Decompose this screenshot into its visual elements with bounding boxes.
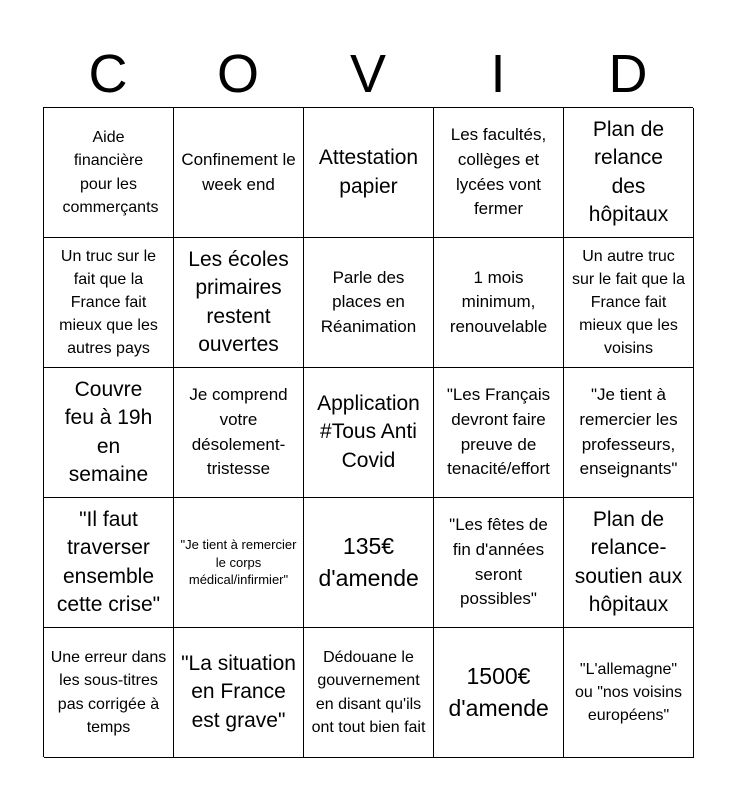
cell-text: "Les fêtes de fin d'années seront possibles" xyxy=(449,515,548,609)
bingo-cell[interactable] xyxy=(44,238,174,368)
cell-text: "La situation en France est grave" xyxy=(181,651,296,732)
title-letter-o: O xyxy=(216,44,259,104)
cell-text: Plan de relance des hôpitaux xyxy=(588,117,669,226)
bingo-cell[interactable] xyxy=(434,628,564,758)
bingo-cell[interactable] xyxy=(44,498,174,628)
bingo-cell[interactable] xyxy=(434,108,564,238)
cell-text: Aide financière pour les commerçants xyxy=(62,129,159,216)
title-letter-d: D xyxy=(608,44,648,104)
cell-text: Je comprend votre désolement-tristesse xyxy=(189,385,288,479)
bingo-cell[interactable] xyxy=(44,628,174,758)
cell-text: Confinement le week end xyxy=(181,149,296,194)
cell-text: 135€ d'amende xyxy=(318,533,419,591)
bingo-cell[interactable] xyxy=(174,238,304,368)
bingo-cell[interactable] xyxy=(564,498,694,628)
cell-text: Les écoles primaires restent ouvertes xyxy=(188,247,289,356)
title-letter-i: I xyxy=(490,44,506,104)
bingo-cell[interactable] xyxy=(174,628,304,758)
cell-text: Une erreur dans les sous-titres pas corrigée à temps xyxy=(50,649,167,736)
bingo-card xyxy=(43,107,693,757)
bingo-cell[interactable] xyxy=(564,368,694,498)
cell-text: 1500€ d'amende xyxy=(448,663,549,721)
bingo-cell[interactable] xyxy=(564,628,694,758)
bingo-cell[interactable] xyxy=(304,108,434,238)
cell-text: Un truc sur le fait que la France fait mieux que les autres pays xyxy=(59,247,158,358)
cell-text: Les facultés, collèges et lycées vont fermer xyxy=(450,125,547,219)
bingo-cell[interactable] xyxy=(304,498,434,628)
cell-text: "Je tient à remercier les professeurs, enseignants" xyxy=(579,385,678,479)
bingo-cell[interactable] xyxy=(304,368,434,498)
title-letter-c: C xyxy=(88,44,128,104)
cell-text: "Les Français devront faire preuve de tenacité/effort xyxy=(446,385,551,479)
cell-text: Un autre truc sur le fait que la France fait mieux que les voisins xyxy=(572,247,685,358)
bingo-cell[interactable] xyxy=(174,498,304,628)
bingo-cell[interactable] xyxy=(304,628,434,758)
cell-text: Plan de relance- soutien aux hôpitaux xyxy=(574,507,683,616)
bingo-cell[interactable] xyxy=(564,108,694,238)
bingo-cell[interactable] xyxy=(564,238,694,368)
cell-text: Parle des places en Réanimation xyxy=(320,267,417,336)
bingo-cell[interactable] xyxy=(174,108,304,238)
cell-text: "Il faut traverser ensemble cette crise" xyxy=(56,507,161,616)
cell-text: Attestation papier xyxy=(318,146,419,198)
cell-text: "Je tient à remercier le corps médical/infirmier" xyxy=(180,537,297,588)
bingo-cell[interactable] xyxy=(434,368,564,498)
cell-text: Dédouane le gouvernement en disant qu'ils ont tout bien fait xyxy=(311,649,426,736)
cell-text: "L'allemagne" ou "nos voisins européens" xyxy=(574,660,683,725)
bingo-cell[interactable] xyxy=(174,368,304,498)
bingo-cell[interactable] xyxy=(44,368,174,498)
cell-text: Application #Tous Anti Covid xyxy=(317,391,420,472)
cell-text: 1 mois minimum, renouvelable xyxy=(449,267,548,336)
bingo-cell[interactable] xyxy=(434,238,564,368)
bingo-title xyxy=(43,40,693,108)
cell-text: Couvre feu à 19h en semaine xyxy=(64,377,153,486)
bingo-cell[interactable] xyxy=(434,498,564,628)
bingo-cell[interactable] xyxy=(44,108,174,238)
bingo-cell[interactable] xyxy=(304,238,434,368)
title-letter-v: V xyxy=(349,44,387,104)
